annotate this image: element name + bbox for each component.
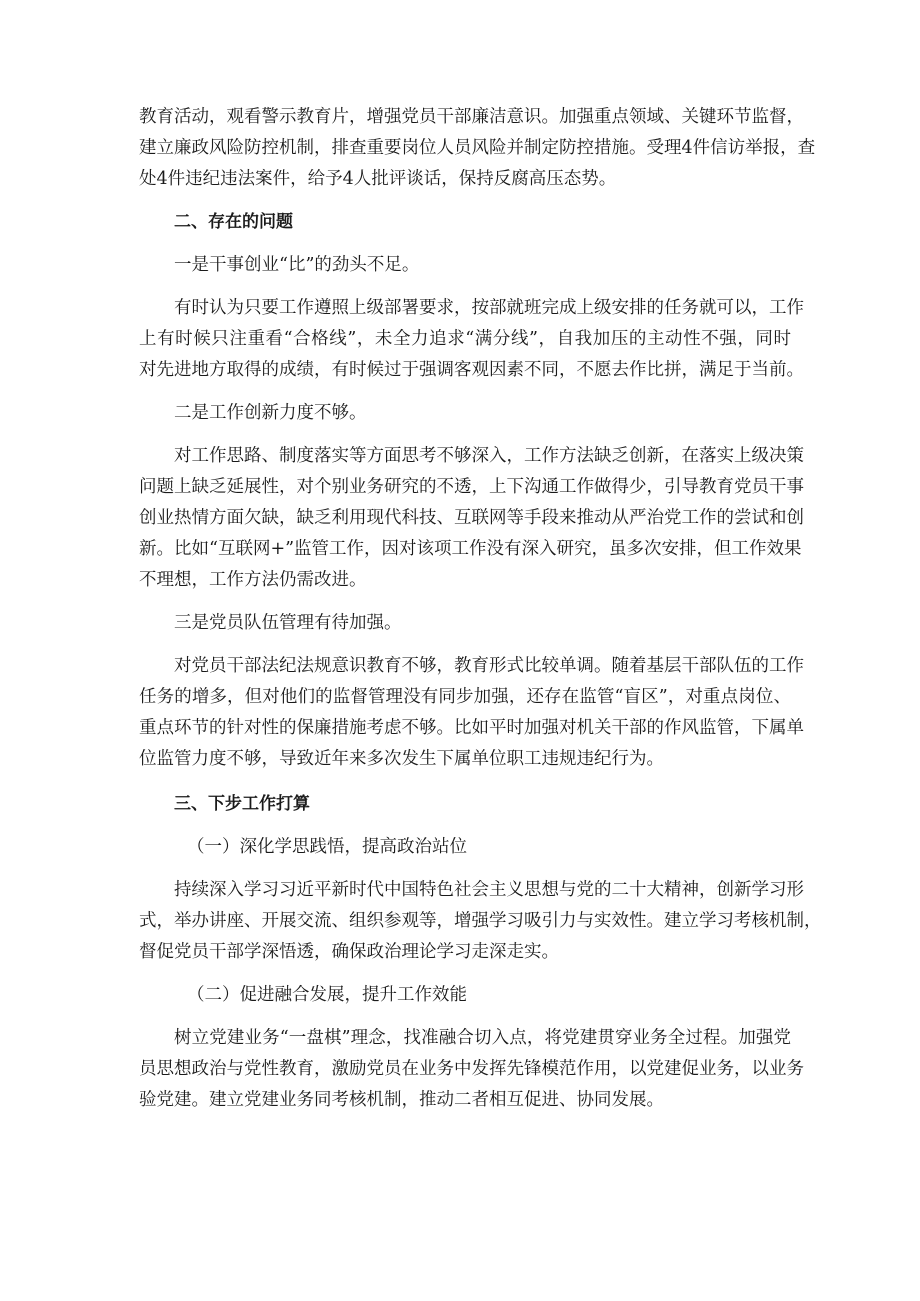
- section-heading-next-steps: 三、下步工作打算: [174, 794, 310, 814]
- document-body: [139, 102, 822, 1116]
- problem-item-title: 一是干事创业“比”的劲头不足。: [174, 255, 420, 275]
- text-line: 问题上缺乏延展性，对个别业务研究的不透，上下沟通工作做得少，引导教育党员干事: [139, 477, 804, 497]
- text-line: 位监管力度不够，导致近年来多次发生下属单位职工违规违纪行为。: [139, 749, 664, 769]
- subsection-body: [139, 1023, 804, 1116]
- text-line: 新。比如“互联网+”监管工作，因对该项工作没有深入研究，虽多次安排，但工作效果: [139, 539, 802, 559]
- text-line: 树立党建业务“一盘棋”理念，找准融合切入点，将党建贯穿业务全过程。加强党: [174, 1028, 791, 1048]
- problem-item-body: [139, 441, 804, 596]
- text-line: 有时认为只要工作遵照上级部署要求，按部就班完成上级安排的任务就可以，工作: [174, 298, 804, 318]
- text-line: 对党员干部法纪法规意识教育不够，教育形式比较单调。随着基层干部队伍的工作: [174, 656, 804, 676]
- problem-item-body: [139, 293, 804, 386]
- section-heading-existing-problems: 二、存在的问题: [174, 212, 293, 232]
- text-line: 不理想，工作方法仍需改进。: [139, 570, 367, 590]
- text-line: 建立廉政风险防控机制，排查重要岗位人员风险并制定防控措施。受理4件信访举报，查: [139, 138, 816, 158]
- subsection-title: （二）促进融合发展，提升工作效能: [187, 985, 467, 1005]
- text-line: 式，举办讲座、开展交流、组织参观等，增强学习吸引力与实效性。建立学习考核机制，: [139, 911, 822, 931]
- paragraph-discipline-education: [139, 102, 816, 195]
- text-line: 对工作思路、制度落实等方面思考不够深入，工作方法缺乏创新，在落实上级决策: [174, 446, 804, 466]
- text-line: 任务的增多，但对他们的监督管理没有同步加强，还存在监管“盲区”，对重点岗位、: [139, 687, 791, 707]
- text-line: 持续深入学习习近平新时代中国特色社会主义思想与党的二十大精神，创新学习形: [174, 880, 804, 900]
- subsection-body: [139, 875, 822, 968]
- text-line: 处4件违纪违法案件，给予4人批评谈话，保持反腐高压态势。: [139, 169, 617, 189]
- problem-item-title: 二是工作创新力度不够。: [174, 403, 367, 423]
- text-line: 重点环节的针对性的保廉措施考虑不够。比如平时加强对机关干部的作风监管，下属单: [139, 718, 804, 738]
- text-line: 对先进地方取得的成绩，有时候过于强调客观因素不同，不愿去作比拼，满足于当前。: [139, 360, 804, 380]
- text-line: 上有时候只注重看“合格线”，未全力追求“满分线”，自我加压的主动性不强，同时: [139, 329, 791, 349]
- problem-item-body: [139, 651, 804, 775]
- text-line: 员思想政治与党性教育，激励党员在业务中发挥先锋模范作用，以党建促业务，以业务: [139, 1059, 804, 1079]
- text-line: 教育活动，观看警示教育片，增强党员干部廉洁意识。加强重点领域、关键环节监督，: [139, 107, 804, 127]
- text-line: 验党建。建立党建业务同考核机制，推动二者相互促进、协同发展。: [139, 1090, 664, 1110]
- problem-item-title: 三是党员队伍管理有待加强。: [174, 613, 402, 633]
- text-line: 督促党员干部学深悟透，确保政治理论学习走深走实。: [139, 942, 559, 962]
- text-line: 创业热情方面欠缺，缺乏利用现代科技、互联网等手段来推动从严治党工作的尝试和创: [139, 508, 804, 528]
- subsection-title: （一）深化学思践悟，提高政治站位: [187, 837, 467, 857]
